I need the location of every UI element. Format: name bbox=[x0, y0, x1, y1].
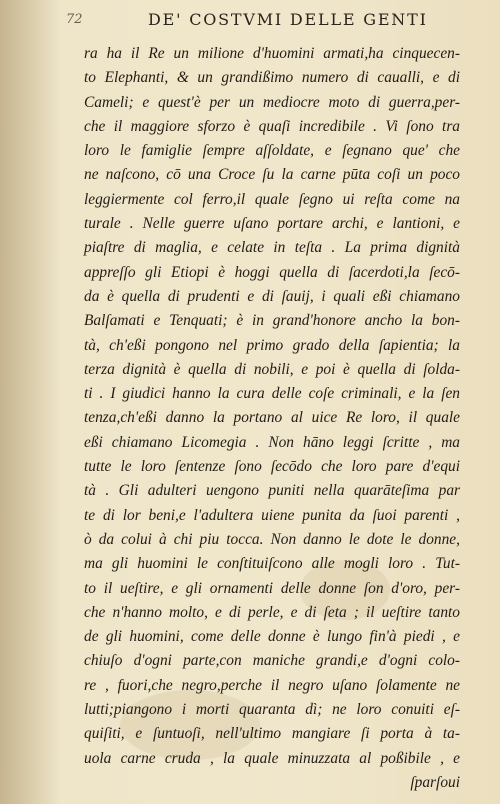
text-line: che il maggiore sforzo è quaſi incredibile . Vi ſono tra bbox=[84, 117, 460, 135]
text-line: appreſſo gli Etiopi è hoggi quella di ſacerdoti,la ſecō- bbox=[84, 263, 460, 281]
text-line: Balſamati e Tenquati; è in grand'honore ancho la bon- bbox=[84, 312, 460, 330]
text-line: da è quella di prudenti e di ſauij, i quali eßi chiamano bbox=[84, 287, 460, 305]
text-line: ra ha il Re un milione d'huomini armati,ha cinquecen- bbox=[84, 45, 460, 62]
text-line: che n'hanno molto, e di perle, e di ſeta ; il ueſtire tanto bbox=[84, 603, 460, 621]
text-line: re , fuori,che negro,perche il negro uſano ſolamente ne bbox=[84, 676, 460, 694]
text-line: leggiermente col ferro,il quale ſegno ui reſta come na bbox=[84, 190, 460, 208]
text-line: ti . I giudici hanno la cura delle coſe criminali, e la ſen bbox=[84, 385, 460, 403]
catchword: ſparſoui bbox=[410, 773, 460, 791]
text-line: eßi chiamano Licomegia . Non hāno leggi ſcritte , ma bbox=[84, 433, 460, 451]
page-number: 72 bbox=[66, 12, 83, 27]
text-line: quiſiti, e ſuntuoſi, nell'ultimo mangiare ſi porta à ta- bbox=[84, 725, 460, 743]
text-line: turale . Nelle guerre uſano portare archi, e lantioni, e bbox=[84, 215, 460, 233]
text-line: loro le famiglie ſempre aſſoldate, e ſegnano que' che bbox=[84, 142, 460, 160]
text-line: tutte le loro ſentenze ſono ſecōdo che loro pare d'equi bbox=[84, 458, 460, 476]
page-header bbox=[66, 8, 466, 32]
text-line: to Elephanti, & un grandißimo numero di caualli, e di bbox=[84, 69, 460, 87]
text-line: de gli huomini, come delle donne è lungo fin'à piedi , e bbox=[84, 628, 460, 646]
text-line: tenza,ch'eßi danno la portano al uice Re loro, il quale bbox=[84, 409, 460, 427]
text-line: to il ueſtire, e gli ornamenti delle donne ſon d'oro, per- bbox=[84, 579, 460, 597]
text-line: piaſtre di maglia, e celate in teſta . La prima dignità bbox=[84, 239, 460, 257]
text-line: lutti;piangono i morti quaranta dì; ne loro conuiti eſ- bbox=[84, 701, 460, 719]
text-block bbox=[84, 42, 460, 795]
text-line: tà, ch'eßi pongono nel primo grado della ſapientia; la bbox=[84, 336, 460, 354]
text-line: Cameli; e quest'è per un mediocre moto di guerra,per- bbox=[84, 93, 460, 111]
gutter-shadow bbox=[0, 0, 60, 804]
text-line: ne naſcono, cō una Croce ſu la carne pūta coſi un poco bbox=[84, 166, 460, 184]
running-title: DE' COSTVMI DELLE GENTI bbox=[148, 10, 428, 29]
text-line: uola carne cruda , la quale minuzzata al poßibile , e bbox=[84, 749, 460, 767]
text-line: te di lor beni,e l'adultera uiene punita da ſuoi parenti , bbox=[84, 506, 460, 524]
text-line: chiuſo d'ogni parte,con maniche grandi,e d'ogni colo- bbox=[84, 652, 460, 670]
text-line: terza dignità è quella di nobili, e poi è quella di ſolda- bbox=[84, 360, 460, 378]
text-line: ma gli huomini le conſtituiſcono alle mogli loro . Tut- bbox=[84, 555, 460, 573]
text-line: ò da colui à chi piu tocca. Non danno le dote le donne, bbox=[84, 530, 460, 548]
text-line: tà . Gli adulteri uengono puniti nella quarāteſima par bbox=[84, 482, 460, 500]
